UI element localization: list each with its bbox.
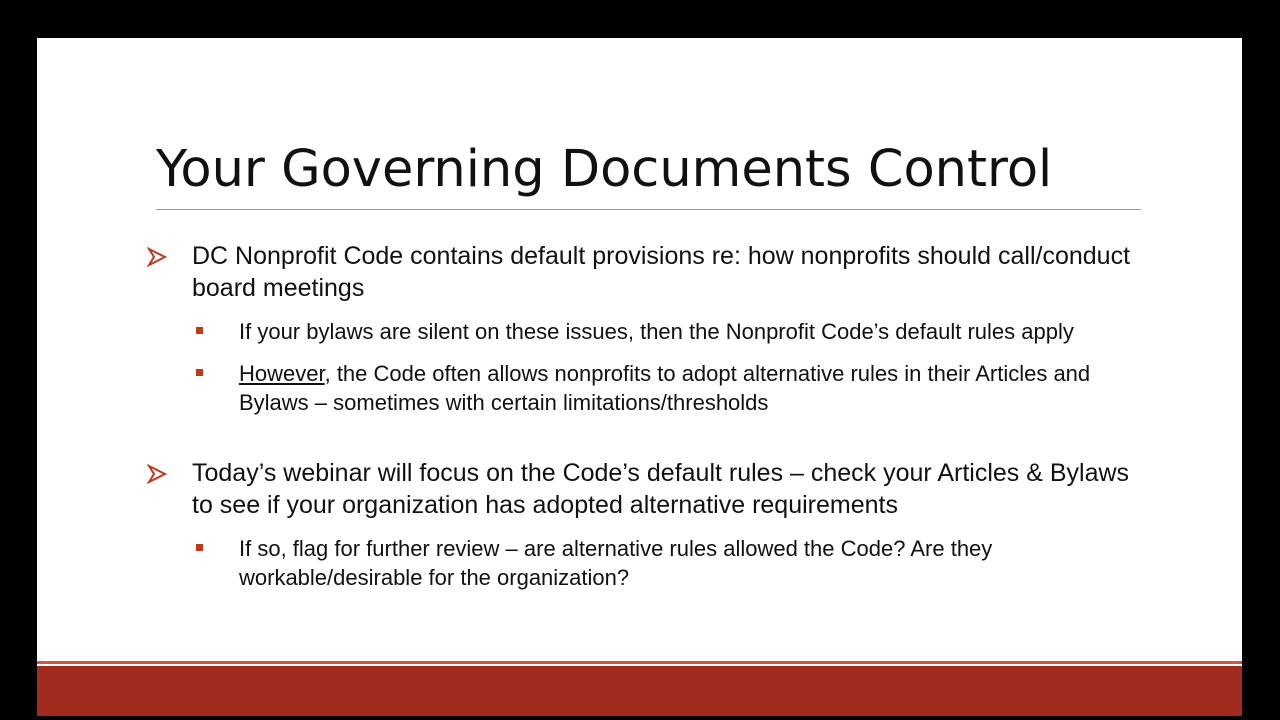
footer-accent-line xyxy=(37,661,1242,664)
sub-bullet-text: , the Code often allows nonprofits to adopt alternative rules in their Articles and Bylaws – sometimes with certain limitations/thresholds xyxy=(239,361,1091,415)
arrow-bullet-icon xyxy=(147,247,167,267)
spacer xyxy=(147,417,1147,457)
square-bullet-icon xyxy=(196,544,203,551)
square-bullet-icon xyxy=(196,327,203,334)
footer-band xyxy=(37,666,1242,716)
bullet-text: DC Nonprofit Code contains default provisions re: how nonprofits should call/conduct board meetings xyxy=(192,242,1131,302)
sub-bullet-text: If your bylaws are silent on these issues, then the Nonprofit Code’s default rules apply xyxy=(239,319,1074,344)
slide-title: Your Governing Documents Control xyxy=(156,140,1053,199)
title-divider xyxy=(156,209,1141,210)
bullet-item xyxy=(147,457,1147,521)
arrow-bullet-icon xyxy=(147,464,167,484)
sub-bullet-text: If so, flag for further review – are alternative rules allowed the Code? Are they workable/desirable for the organization? xyxy=(239,536,993,590)
sub-bullet-item xyxy=(147,359,1147,417)
sub-bullet-item xyxy=(147,317,1147,346)
slide xyxy=(37,38,1242,716)
bullet-item xyxy=(147,240,1147,304)
square-bullet-icon xyxy=(196,369,203,376)
emphasis-text: However xyxy=(239,361,325,386)
sub-bullet-item xyxy=(147,534,1147,592)
bullet-text: Today’s webinar will focus on the Code’s default rules – check your Articles & Bylaws to see if your organization has adopted alternative requirements xyxy=(192,459,1130,519)
slide-content xyxy=(147,240,1147,592)
